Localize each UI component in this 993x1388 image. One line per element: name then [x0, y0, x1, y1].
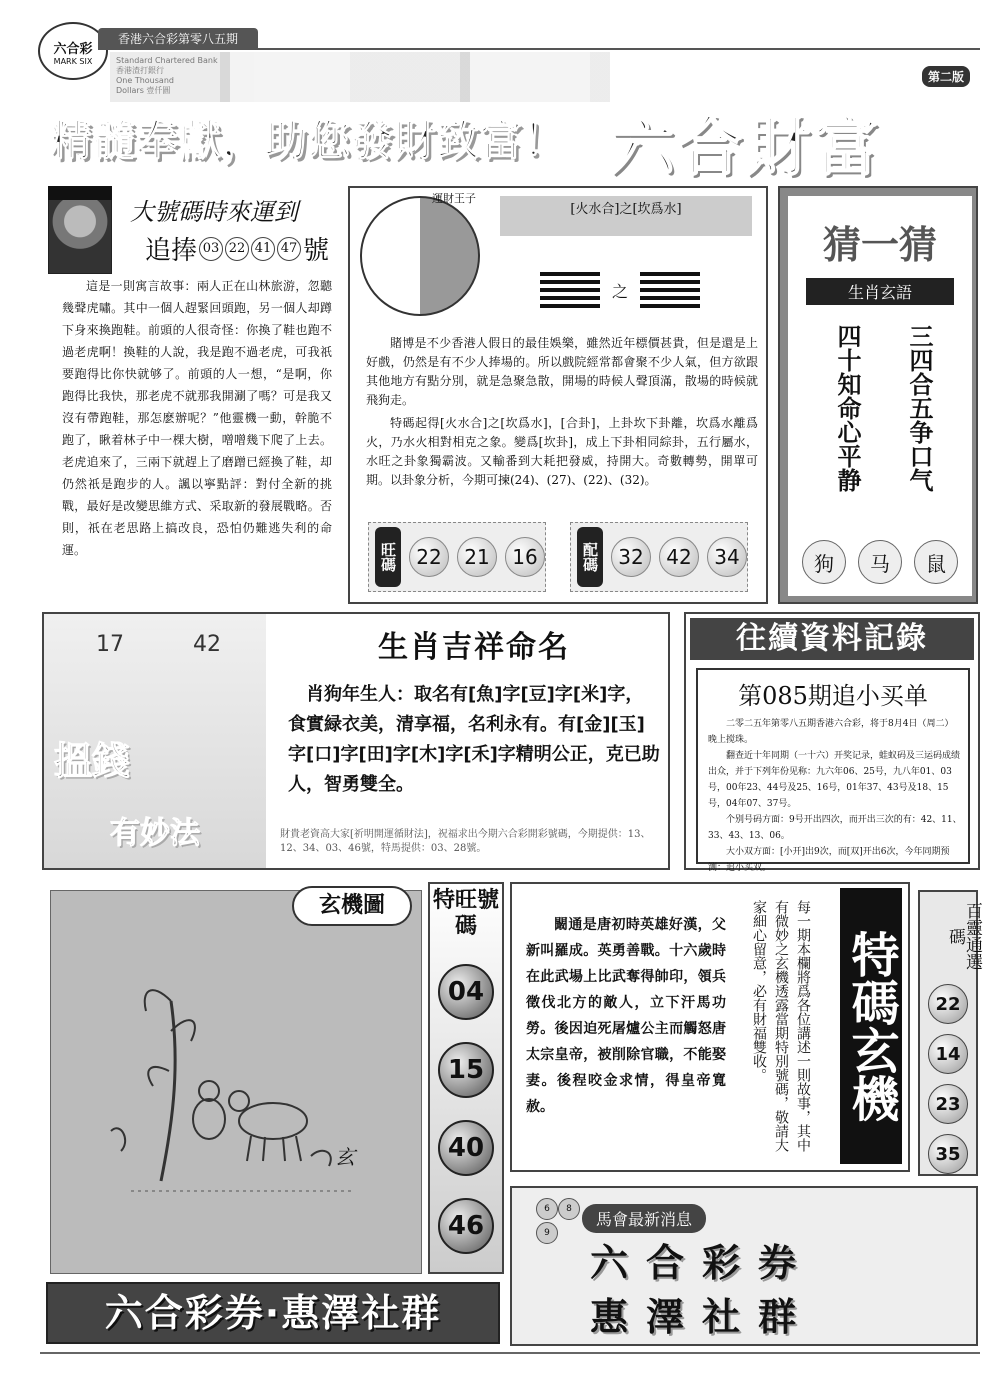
hundred-heading: 百靈通選碼: [945, 902, 982, 970]
news-line-2: 惠澤社群: [590, 1295, 815, 1339]
history-header: 往續資料記錄: [690, 618, 974, 660]
naming-title: 生肖吉祥命名: [378, 630, 570, 665]
banknote-value2: Dollars 壹仟圓: [116, 86, 171, 95]
money-art-text: 搵錢: [54, 739, 131, 783]
chase-ball: 22: [225, 237, 249, 261]
hundred-ball: 35: [928, 1134, 968, 1174]
match-ball: 42: [659, 537, 699, 577]
money-art-text-2: 有妙法: [110, 816, 200, 851]
match-ball: 34: [707, 537, 747, 577]
footer-rule: [40, 1352, 980, 1354]
news-line-1: 六合彩券: [590, 1241, 815, 1285]
fable-heading: 大號碼時來運到: [130, 198, 298, 226]
slogan: 精髓奉獻，助您發財致富！: [50, 116, 567, 165]
hot-ball: 22: [409, 537, 449, 577]
masthead-title: 六合財富: [610, 111, 882, 185]
hot-numbers-box: [368, 522, 546, 592]
special-story-body: 闞通是唐初時英雄好漢，父新叫羅成。英勇善戰。十六歲時在此武場上比武奪得帥印，領兵徵伐北方的敵人，立下汗馬功勞。後因迫死屠爐公主而觸怒唐太宗皇帝，被削除官職，不能娶妻。後程咬金求情，得皇帝寬赦。: [526, 917, 726, 1115]
gua-connector: 之: [611, 281, 628, 301]
guess-section: [778, 186, 978, 604]
history-para: 个别号码方面：9号开出四次，而开出三次的有：42、11、33、43、13、06。: [708, 815, 962, 841]
special-ball: 15: [438, 1042, 494, 1098]
edition-badge: 第二版: [922, 66, 970, 87]
banknote-bank-cn: 香港渣打銀行: [116, 66, 164, 75]
gua-body: [366, 334, 758, 490]
animal-option: 马: [858, 540, 902, 584]
logo-main: 六合彩: [53, 42, 93, 57]
naming-numbers: [96, 632, 221, 657]
trigram-left: [540, 272, 600, 308]
match-ball: 32: [611, 537, 651, 577]
gua-para-2: 特碼起得[火水合]之[坎爲水]，[合卦]，上卦坎下卦離，坎爲水離爲火，乃水火相對相克之象。變爲[坎卦]，成上下卦相同綜卦，五行屬水，水旺之卦象獨霸波。又輸番到大耗把發威，持開大。奇數轉勢，開單可期。以卦象分析，今期可揀(24)、(27)、(22)、(32)。: [366, 416, 758, 487]
special-ball: 40: [438, 1120, 494, 1176]
naming-note: 財貴老資高大家[祈明開運循財法]，祝福求出今期六合彩開彩號碼，今期提供：13、12、34、03、46號，特馬提供：03、28號。: [280, 829, 651, 854]
animal-option: 鼠: [914, 540, 958, 584]
riddle-tag: 玄機圖: [292, 886, 412, 926]
news-ball: 6: [536, 1198, 558, 1220]
chase-numbers: [145, 230, 329, 267]
trigram-right: [640, 272, 700, 308]
chase-ball: 47: [277, 237, 301, 261]
riddle-line-2: 四十知命心平静: [833, 324, 862, 492]
special-ball: 04: [438, 964, 494, 1020]
hundred-ball: 22: [928, 984, 968, 1024]
hot-ball: 21: [457, 537, 497, 577]
history-para: 翻查近十年同期（一十六）开奖记录，蛙蚁码及三运码成绩出众，并于下列年份见称：九六年06、25号，九八年01、03号，00年23、44号及25、16号，01年37、43号及18、15号，04年07、37号。: [708, 751, 961, 809]
hundred-ball: 14: [928, 1034, 968, 1074]
guess-subtitle: 生肖玄語: [806, 278, 954, 305]
special-heading: 特旺號碼: [432, 888, 499, 939]
riddle-drawing: [51, 891, 423, 1275]
history-body: [708, 716, 962, 876]
chase-ball: 41: [251, 237, 275, 261]
guess-title: 猜一猜: [822, 223, 937, 267]
riddle-picture: [50, 890, 422, 1274]
gua-name: [火水合]之[坎爲水]: [500, 196, 752, 236]
gua-author: 運財王子: [432, 192, 476, 205]
issue-label: 香港六合彩第零八五期: [98, 28, 258, 50]
banknote-strip: [110, 52, 610, 102]
banknote-text-1: [116, 56, 218, 96]
hot-ball: 16: [505, 537, 545, 577]
guess-inner: [788, 196, 972, 596]
animal-options: [802, 540, 958, 584]
masthead: [600, 66, 980, 186]
naming-body: 肖狗年生人：取名有[魚]字[豆]字[米]字，食實緑衣美，清享福，名利永有。有[金][玉]字[口]字[田]字[木]字[禾]字精明公正，克已助人，智勇雙全。: [288, 684, 660, 795]
animal-option: 狗: [802, 540, 846, 584]
special-story-note: 每一期本欄將爲各位講述一則故事，其中有微妙之玄機透露當期特別號碼，敬請大家細心留意，必有財福雙收。: [751, 900, 811, 1152]
hundred-balls: [928, 984, 968, 1174]
chase-suffix: 號: [303, 236, 330, 266]
naming-number: 17: [96, 632, 124, 657]
history-title: 第085期追小买单: [738, 682, 928, 710]
logo-sub: MARK SIX: [53, 57, 93, 66]
riddle-signature: 玄: [335, 1145, 355, 1169]
footer-banner: 六合彩券·惠澤社群: [46, 1282, 500, 1344]
match-numbers-box: [570, 522, 748, 592]
special-ball: 46: [438, 1198, 494, 1254]
news-tag: 馬會最新消息: [582, 1204, 706, 1233]
fable-body: 這是一則寓言故事：兩人正在山林旅游，忽聽幾聲虎嘯。其中一個人趕緊回頭跑，另一個人却蹲下身來換跑鞋。前頭的人很奇怪：你換了鞋也跑不過老虎啊！換鞋的人說，我是跑不過老虎，可我祇要跑得比你快就够了。前頭的人一想，“是啊，你跑得比我快，那老虎不就那我開涮了嗎？可是我又沒有帶跑鞋，那怎麽辦呢？”他靈機一動，幹脆不跑了，瞅着林子中一棵大樹，噌噌幾下爬了上去。老虎追來了，三兩下就趕上了磨蹭已經換了鞋，却仍然祇是跑步的人。諷以寧點評：對付全新的挑戰，最好是改變思維方式、采取新的發展戰略。否則，祇在老思路上搞改良，恐怕仍難逃失利的命運。: [62, 279, 332, 557]
banknote-value: One Thousand: [116, 76, 174, 85]
hot-label: 旺碼: [375, 527, 401, 587]
special-story-title: 特碼玄機: [840, 888, 902, 1164]
match-label: 配碼: [577, 527, 603, 587]
chase-ball: 03: [199, 237, 223, 261]
chase-prefix: 追捧: [145, 236, 198, 266]
news-ball: 8: [558, 1198, 580, 1220]
history-para: 大小双方面：[小开]出9次，而[双]开出6次，今年同期预测：追小买双。: [708, 847, 950, 873]
banknote-bank: Standard Chartered Bank: [116, 56, 218, 65]
yinyang-emblem: [360, 196, 480, 316]
gua-symbol: [540, 270, 700, 310]
naming-number: 42: [193, 632, 221, 657]
special-balls: [438, 964, 494, 1254]
news-ball: 9: [536, 1222, 558, 1244]
gua-para-1: 賭博是不少香港人假日的最佳娛樂，雖然近年標價甚貴，但是還是上好戲，仍然是有不少人捧場的。所以戲院經常都會聚不少人氣，但方欲跟其他地方有點分別，就是急聚急散，開場的時候人聲頂滿，散場的時候就飛狗走。: [366, 336, 758, 407]
avatar-tag: [48, 186, 112, 200]
riddle-line-1: 三四合五争口气: [905, 324, 934, 492]
hundred-ball: 23: [928, 1084, 968, 1124]
history-para: 二零二五年第零八五期香港六合彩，将于8月4日（周二）晚上搅珠。: [708, 719, 954, 745]
